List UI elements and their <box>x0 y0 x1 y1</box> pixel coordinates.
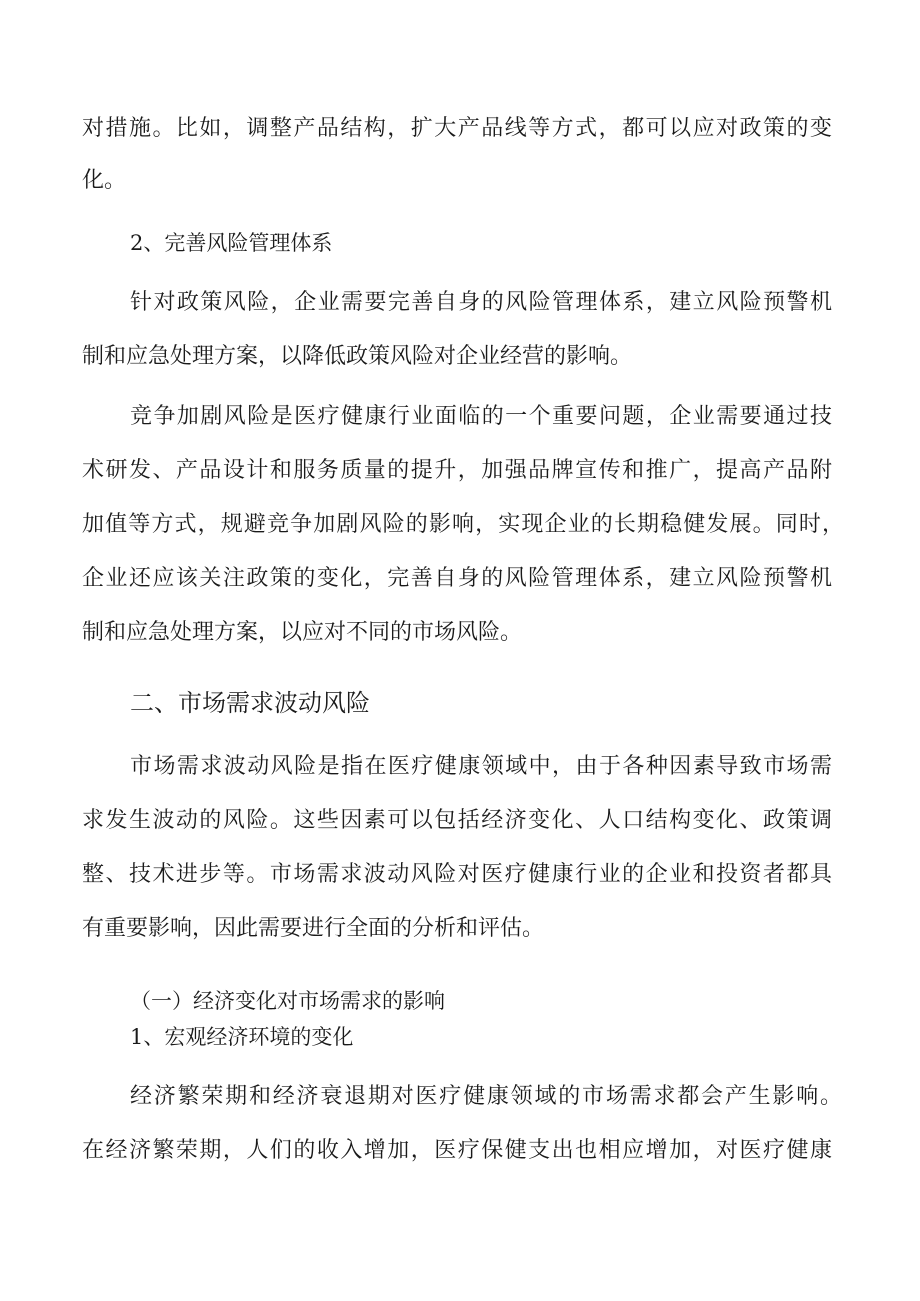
paragraph-line: 市场需求波动风险是指在医疗健康领域中，由于各种因素导致市场需 <box>130 754 832 779</box>
paragraph-line: 整、技术进步等。市场需求波动风险对医疗健康行业的企业和投资者都具 <box>82 862 832 887</box>
paragraph-line: 求发生波动的风险。这些因素可以包括经济变化、人口结构变化、政策调 <box>82 808 832 833</box>
paragraph-line: 针对政策风险，企业需要完善自身的风险管理体系，建立风险预警机 <box>130 290 832 315</box>
paragraph-line: 有重要影响，因此需要进行全面的分析和评估。 <box>82 916 545 941</box>
paragraph-line: 制和应急处理方案，以降低政策风险对企业经营的影响。 <box>82 344 633 369</box>
paragraph-line: 术研发、产品设计和服务质量的提升，加强品牌宣传和推广，提高产品附 <box>82 458 832 483</box>
subsection-heading: （一）经济变化对市场需求的影响 <box>130 989 445 1013</box>
paragraph-line: 化。 <box>82 168 127 193</box>
paragraph-line: 在经济繁荣期，人们的收入增加，医疗保健支出也相应增加，对医疗健康 <box>82 1138 832 1163</box>
paragraph-line: 对措施。比如，调整产品结构，扩大产品线等方式，都可以应对政策的变 <box>82 116 832 141</box>
section-heading: 2、完善风险管理体系 <box>130 231 333 255</box>
subsection-heading: 1、宏观经济环境的变化 <box>130 1025 354 1049</box>
paragraph-line: 经济繁荣期和经济衰退期对医疗健康领域的市场需求都会产生影响。 <box>130 1084 842 1109</box>
paragraph-line: 制和应急处理方案，以应对不同的市场风险。 <box>82 620 523 645</box>
paragraph-line: 加值等方式，规避竞争加剧风险的影响，实现企业的长期稳健发展。同时， <box>82 512 844 537</box>
paragraph-line: 企业还应该关注政策的变化，完善自身的风险管理体系，建立风险预警机 <box>82 566 832 591</box>
paragraph-line: 竞争加剧风险是医疗健康行业面临的一个重要问题，企业需要通过技 <box>130 404 832 429</box>
section-title: 二、市场需求波动风险 <box>130 689 370 717</box>
